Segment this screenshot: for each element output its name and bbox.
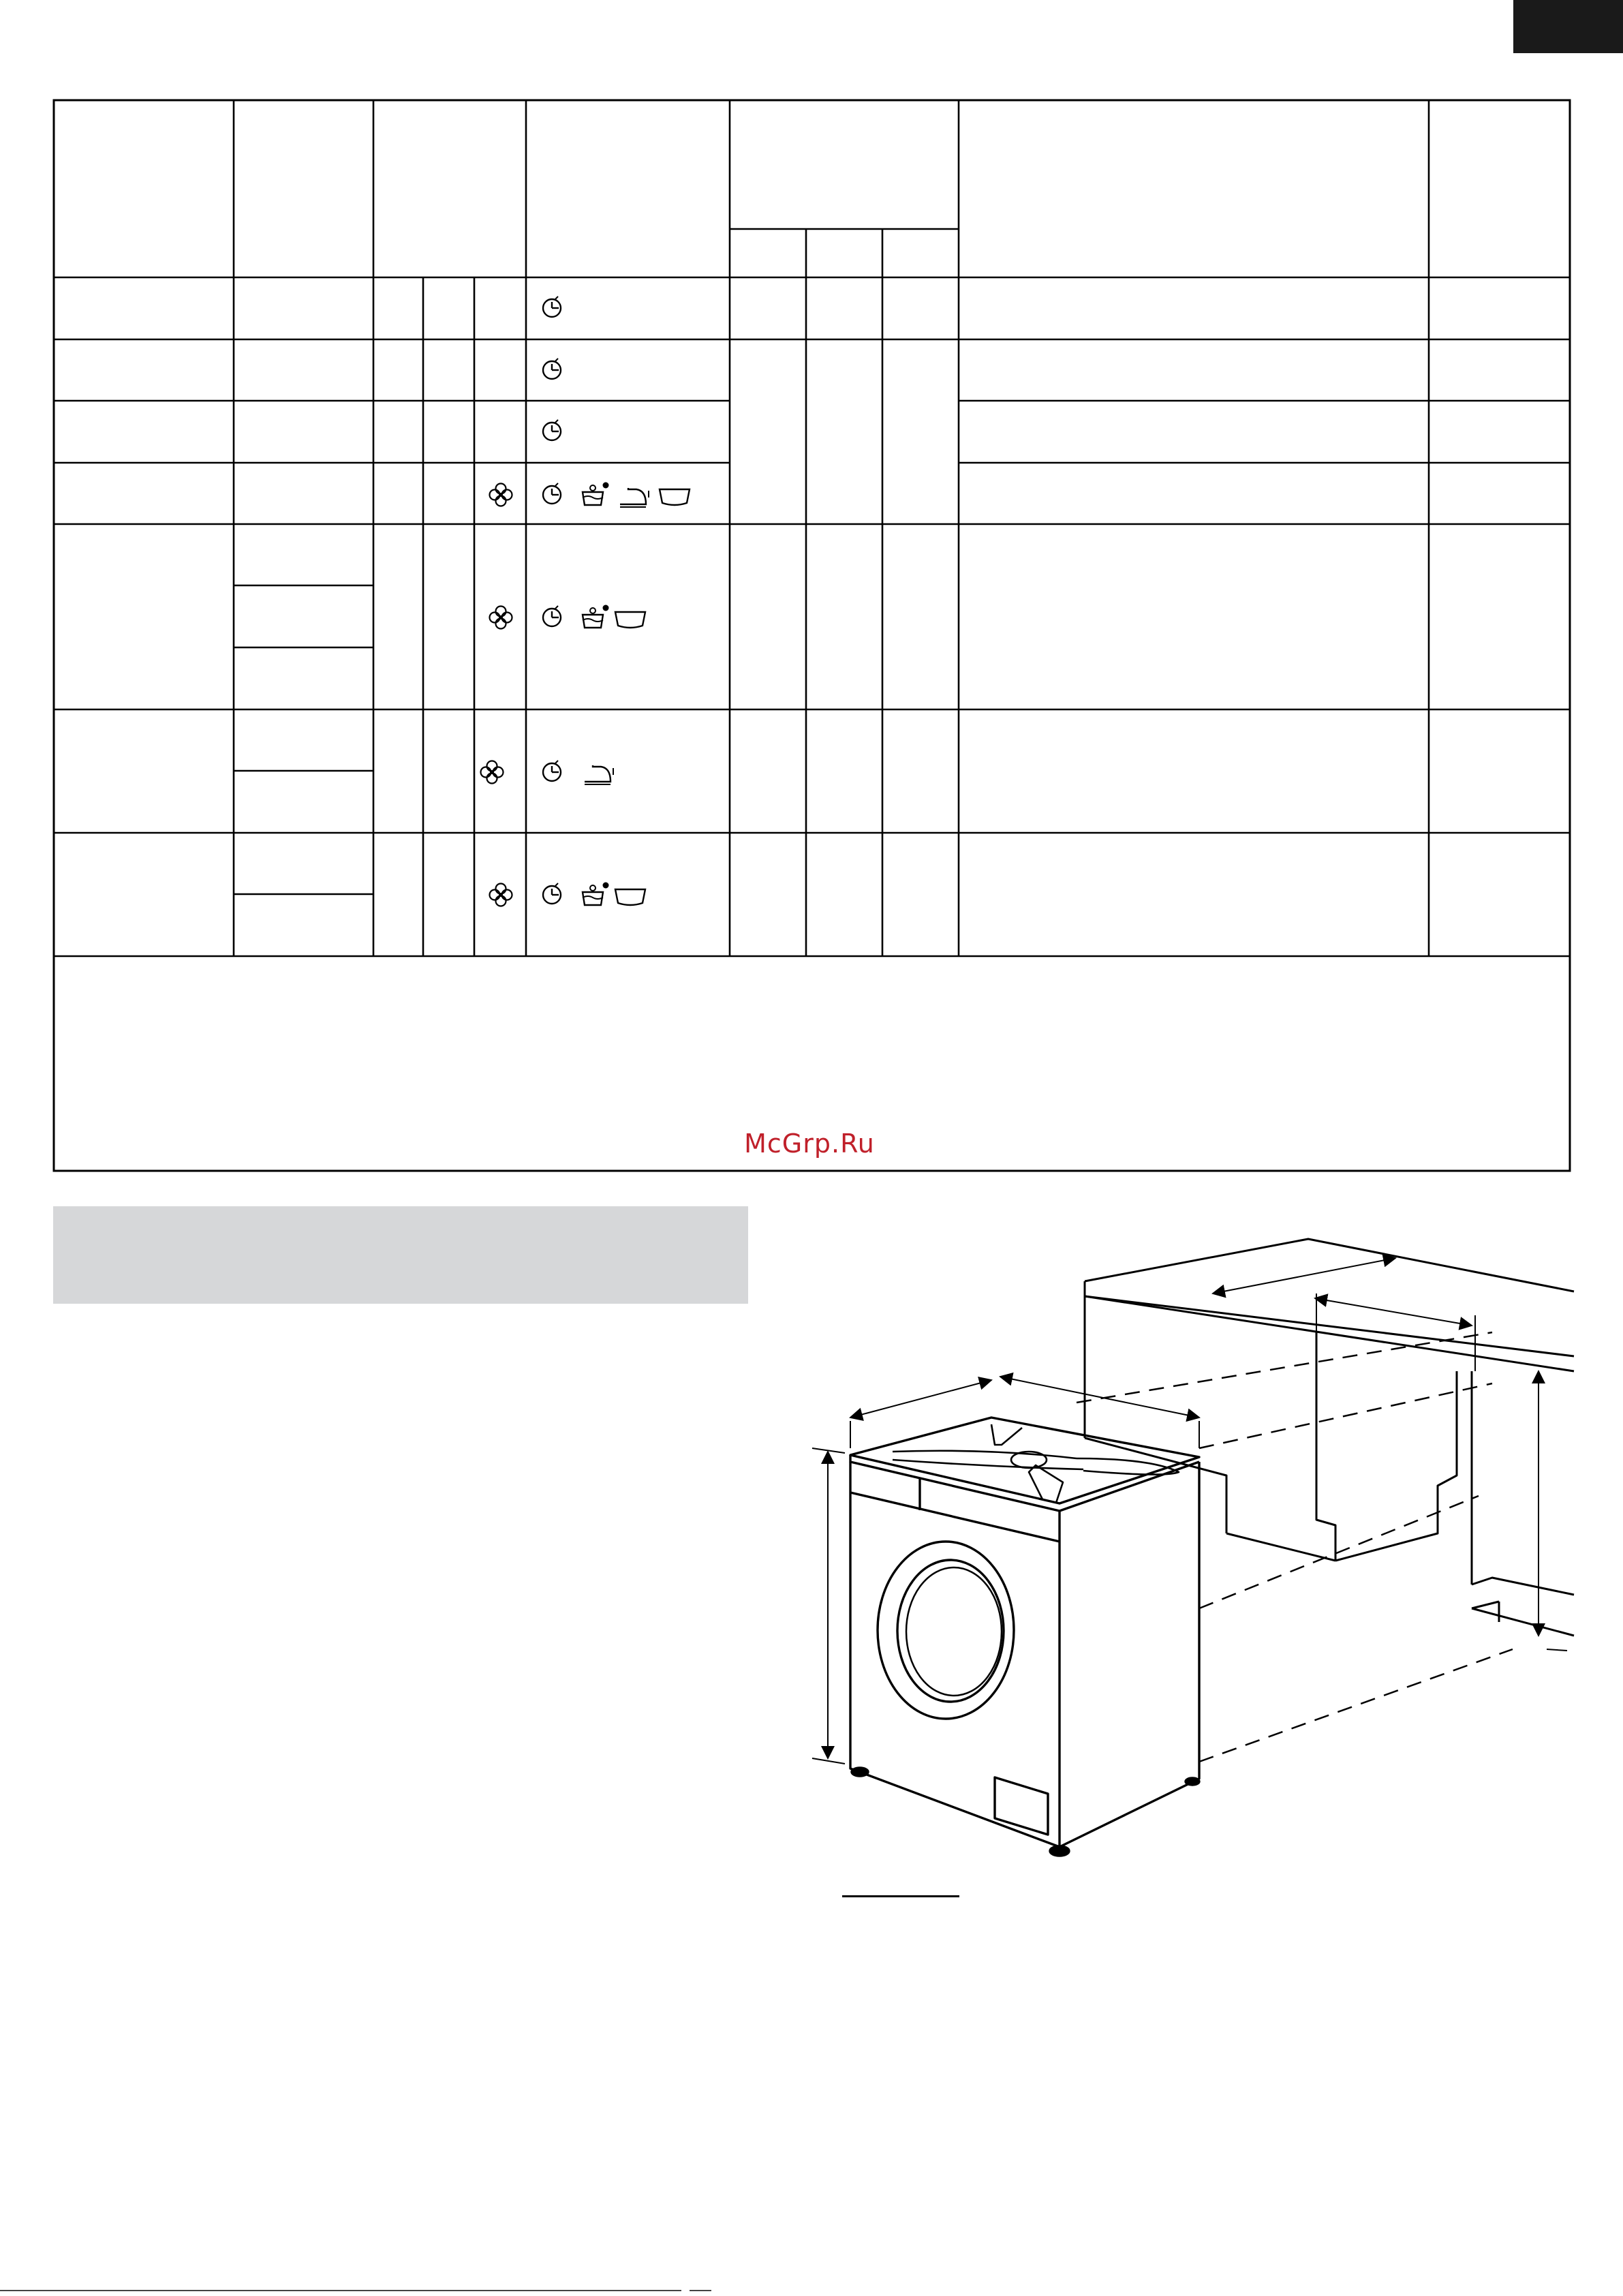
timer-icon [543,358,561,379]
tub-icon [615,889,645,905]
watermark: McGrp.Ru [744,1129,875,1159]
flower-icon [490,884,512,906]
section-header-band [53,1206,748,1304]
timer-icon [543,606,561,626]
tub-icon [660,489,690,505]
table-frame [54,100,1570,1171]
footer-rule-short [690,2290,711,2291]
footer-rule [0,2290,681,2291]
timer-icon [543,296,561,317]
iron-icon [620,488,649,507]
prewash-icon [583,483,609,506]
timer-icon [543,420,561,440]
table-grid [54,100,1570,956]
tub-icon [615,612,645,628]
flower-icon [481,761,504,784]
timer-icon [543,761,561,781]
prewash-icon [583,605,609,628]
timer-icon [543,483,561,504]
flower-icon [490,484,512,506]
installation-diagram [756,1213,1623,1929]
washing-machine-drawing [850,1418,1199,1856]
timer-icon [543,883,561,904]
figure-caption-underline [842,1895,959,1897]
iron-icon [585,765,613,784]
prewash-icon [583,883,609,906]
flower-icon [490,607,512,629]
